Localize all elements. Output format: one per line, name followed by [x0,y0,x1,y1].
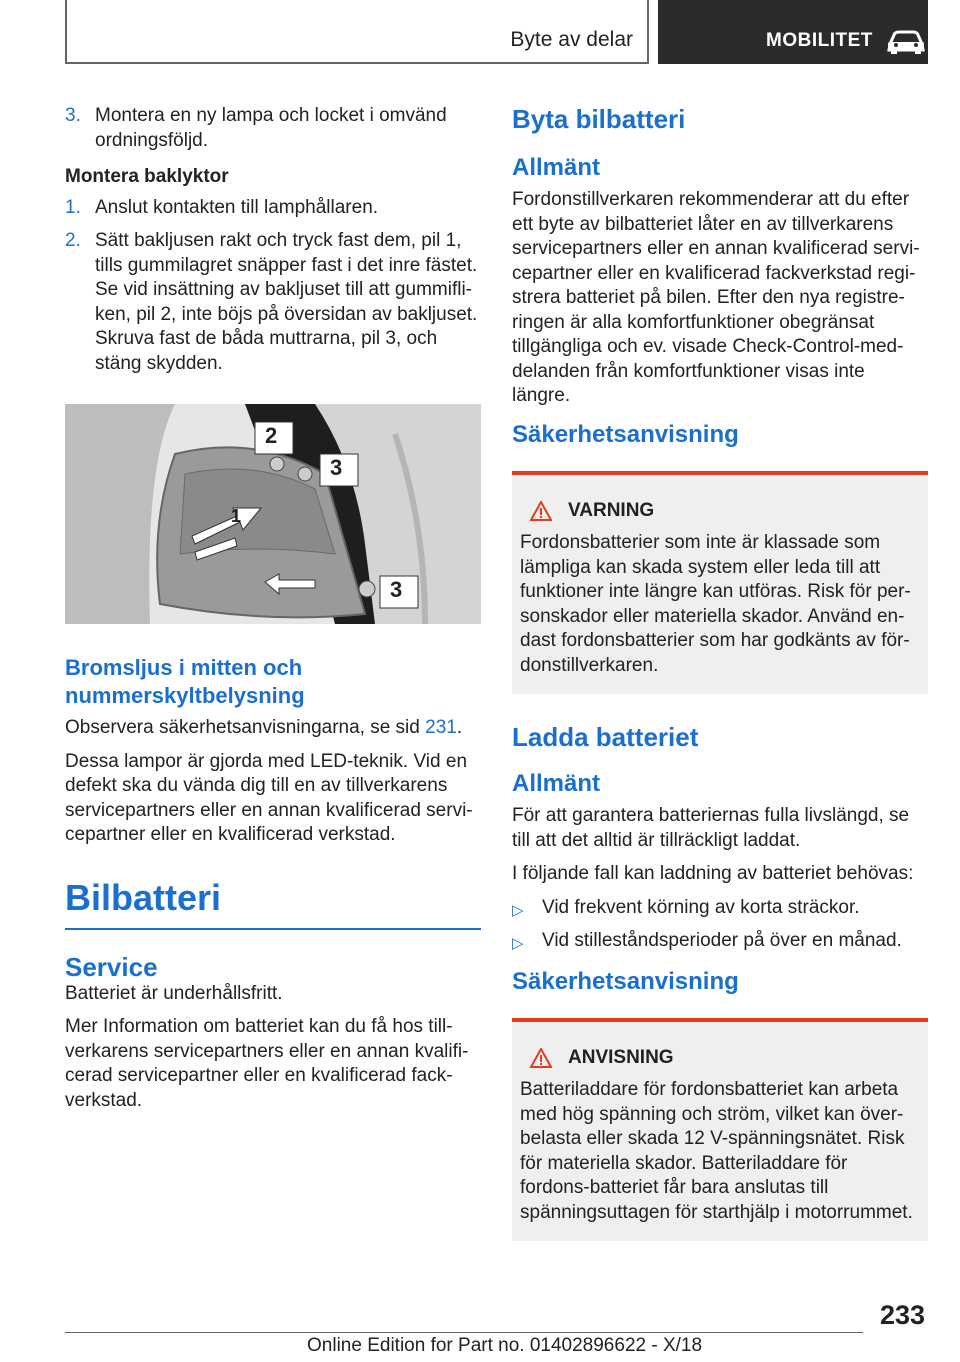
general-paragraph: Fordonstillverkaren rekommenderar att du efter ett byte av bilbatteriet låter en av tillverkarens servicepartners eller en annan kvalificerad servi-cepartner eller en kvalificerad fackverkstad regi-strera batteriet på bilen. Efter den nya registre-ringen är alla komfortfunktioner obegränsat tillgängliga och ev. visade Check-Control-med-delanden från komfortfunktioner visas inte längre. [512,189,920,406]
step-item [65,104,481,153]
service-heading: Service [65,951,158,982]
warning-text: Fordonsbatterier som inte är klassade som lämpliga kan skada system eller leda till att funktioner inte längre kan utföras. Risk för per-sonskador eller materiella skador. Använd en-dast fordonsbatterier som har godkänts av för-donstillverkaren. [520,532,911,676]
safety-heading-2: Säkerhetsanvisning [512,967,739,995]
change-battery-heading: Byta bilbatteri [512,104,686,134]
step-number: 1. [65,196,81,218]
step-text: Anslut kontakten till lamphållaren. [95,196,379,218]
charge-general-heading: Allmänt [512,770,601,797]
page-link-231[interactable]: 231 [425,717,457,738]
notice-box [512,1018,928,1242]
page-number: 233 [880,1300,926,1330]
charge-heading: Ladda batteriet [512,722,699,752]
step-item [65,229,481,376]
warning-title-text: VARNING [568,499,655,521]
section-title: Byte av delar [510,28,633,51]
warning-triangle-icon [530,501,552,521]
bullet-triangle-icon: ▷ [512,935,524,952]
bullet-text: Vid frekvent körning av korta sträckor. [542,896,860,918]
notice-text: Batteriladdare för fordonsbatteriet kan arbeta med hög spänning och ström, vilket kan över-belasta eller skada 12 V-spänningsnätet. Risk för materiella skador. Batteriladdare för fordons-batteriet får bara anslutas till spänningsuttagen för starthjälp i motorrummet. [520,1079,913,1223]
charge-paragraph-2: I följande fall kan laddning av batteriet behövas: [512,863,914,884]
service-paragraph-2: Mer Information om batteriet kan du få hos till-verkarens servicepartners eller en annan kvalifi-cerad servicepartner eller en kvalificerad fack-verkstad. [65,1016,469,1111]
brake-light-heading: Bromsljus i mitten och nummerskyltbelysning [65,655,305,708]
notice-title-text: ANVISNING [568,1046,674,1068]
step-text: Montera en ny lampa och locket i omvänd ordningsföljd. [95,105,447,151]
step-item [65,196,481,221]
footer-divider [65,1332,863,1333]
general-heading: Allmänt [512,154,601,181]
safety-heading: Säkerhetsanvisning [512,420,739,448]
subheading-rear-lights: Montera baklyktor [65,166,229,187]
brake-paragraph-2: Dessa lampor är gjorda med LED-teknik. Vid en defekt ska du vända dig till en av tillverkarens servicepartners eller en annan kvalificerad servi-cepartner eller en kvalificerad verkstad. [65,750,473,845]
right-column [512,104,928,1241]
figure-label-1: 1 [231,506,242,526]
charge-paragraph-1: För att garantera batteriernas fulla livslängd, se till att det alltid är tillräckligt laddat. [512,805,910,851]
step-text: Sätt bakljusen rakt och tryck fast dem, pil 1, tills gummilagret snäpper fast i det inre fästet. Se vid insättning av bakljuset till att gummifli-ken, pil 2, inte böjs på översidan av bakljuset. Skruva fast de båda muttrarna, pil 3, och stäng skydden. [95,230,478,374]
tail-light-figure [65,404,481,624]
figure-label-3b: 3 [390,577,403,602]
list-item [512,929,928,954]
notice-title [520,1046,920,1071]
list-item [512,896,928,921]
step-number: 2. [65,230,81,251]
warning-title [520,499,920,524]
header-section-box [65,0,649,64]
left-column [65,104,481,1122]
brake-p1-end: . [456,717,463,738]
bullet-text: Vid stilleståndsperioder på över en månad. [542,930,902,951]
brake-paragraph-1 [65,716,481,741]
warning-triangle-icon [530,1048,552,1068]
car-icon [886,28,926,54]
brake-p1-text: Observera säkerhetsanvisningarna, se sid [65,717,426,738]
chapter-tab [658,0,928,64]
figure-label-3: 3 [330,455,343,480]
figure-label-2: 2 [265,423,278,448]
battery-heading: Bilbatteri [65,878,481,930]
step-number: 3. [65,105,81,126]
bullet-triangle-icon: ▷ [512,901,524,919]
footer-edition: Online Edition for Part no. 01402896622 - X/18 [307,1335,703,1356]
service-paragraph-1: Batteriet är underhållsfritt. [65,982,283,1004]
warning-box [512,471,928,695]
chapter-title: MOBILITET [766,30,873,51]
